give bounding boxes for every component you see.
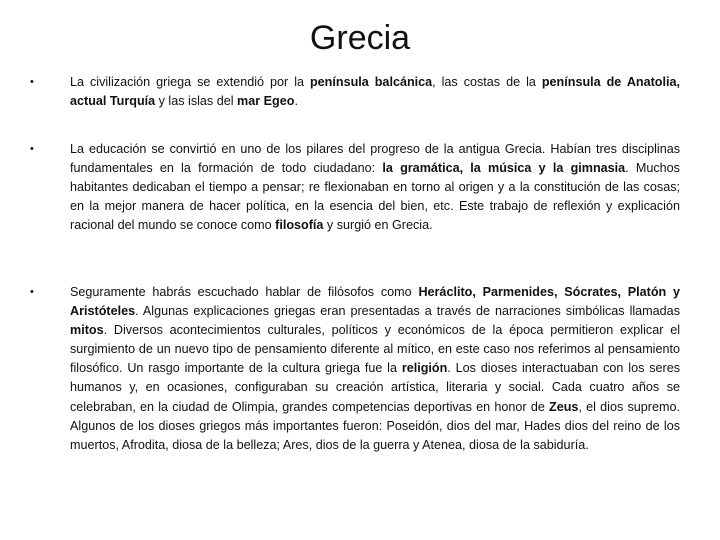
text-run: y surgió en Grecia. bbox=[323, 218, 433, 233]
bullet-text bbox=[70, 283, 680, 455]
bullet-text bbox=[70, 140, 680, 235]
bullet-dot: • bbox=[30, 286, 34, 298]
slide-title: Grecia bbox=[309, 19, 411, 57]
text-run: , las costas de la bbox=[432, 75, 542, 89]
bullet-dot: • bbox=[30, 143, 34, 155]
text-run: La educación se convirtió en uno de los pilares del progreso de la antigua Grecia. Habían tres disciplinas fundamentales en la formación de todo ciudadano: bbox=[70, 142, 680, 176]
bullet-item-education bbox=[30, 140, 680, 235]
text-run: Seguramente habrás escuchado hablar de filósofos como bbox=[70, 285, 419, 299]
bullet-dot: • bbox=[30, 76, 34, 88]
text-run: . Algunas explicaciones griegas eran presentadas a través de narraciones simbólicas llamadas bbox=[135, 304, 680, 319]
bold-text-run: península balcánica bbox=[309, 75, 433, 89]
bold-text-run: península de Anatolia, actual Turquía bbox=[70, 75, 681, 109]
bullet-item-geography bbox=[30, 73, 680, 111]
bold-text-run: Heráclito, Parmenides, Sócrates, Platón y Aristóteles bbox=[70, 285, 680, 319]
bold-text-run: religión bbox=[401, 361, 448, 376]
bold-text-run: mar Egeo bbox=[237, 94, 295, 109]
bold-text-run: Zeus bbox=[549, 399, 579, 414]
bold-text-run: la gramática, la música y la gimnasia bbox=[382, 161, 626, 176]
text-run: y las islas del bbox=[155, 94, 238, 109]
text-run: . Diversos acontecimientos culturales, políticos y económicos de la época permitieron explicar el surgimiento de un nuevo tipo de pensamiento diferente al mítico, en este caso nos referimos al pensamiento filosófico. Un rasgo importante de la cultura griega fue la bbox=[70, 323, 680, 376]
bold-text-run: filosofía bbox=[275, 218, 324, 233]
bullet-text bbox=[70, 73, 680, 111]
text-run: . bbox=[294, 94, 298, 109]
bullet-item-philosophy-religion bbox=[30, 283, 680, 455]
text-run: , el dios supremo. Algunos de los dioses griegos más importantes fueron: Poseidón, dios del mar, Hades dios del reino de los muertos, Afrodita, diosa de la belleza; Ares, dios de la guerra y Atenea, diosa de la sabiduría. bbox=[70, 399, 680, 452]
text-run: La civilización griega se extendió por la bbox=[70, 75, 310, 89]
text-run: . Muchos habitantes dedicaban el tiempo a pensar; re flexionaban en torno al origen y a la constitución de las cosas; en la mejor manera de hacer política, en la esencia del bien, etc. Este trabajo de reflexión y explicación racional del mundo se conoce como bbox=[70, 161, 680, 233]
bold-text-run: mitos bbox=[70, 323, 104, 338]
text-run: . Los dioses interactuaban con los seres humanos y, en ocasiones, configuraban su creación artística, literaria y social. Cada cuatro años se celebraban, en la ciudad de Olimpia, grandes competencias deportivas en honor de bbox=[70, 361, 680, 414]
